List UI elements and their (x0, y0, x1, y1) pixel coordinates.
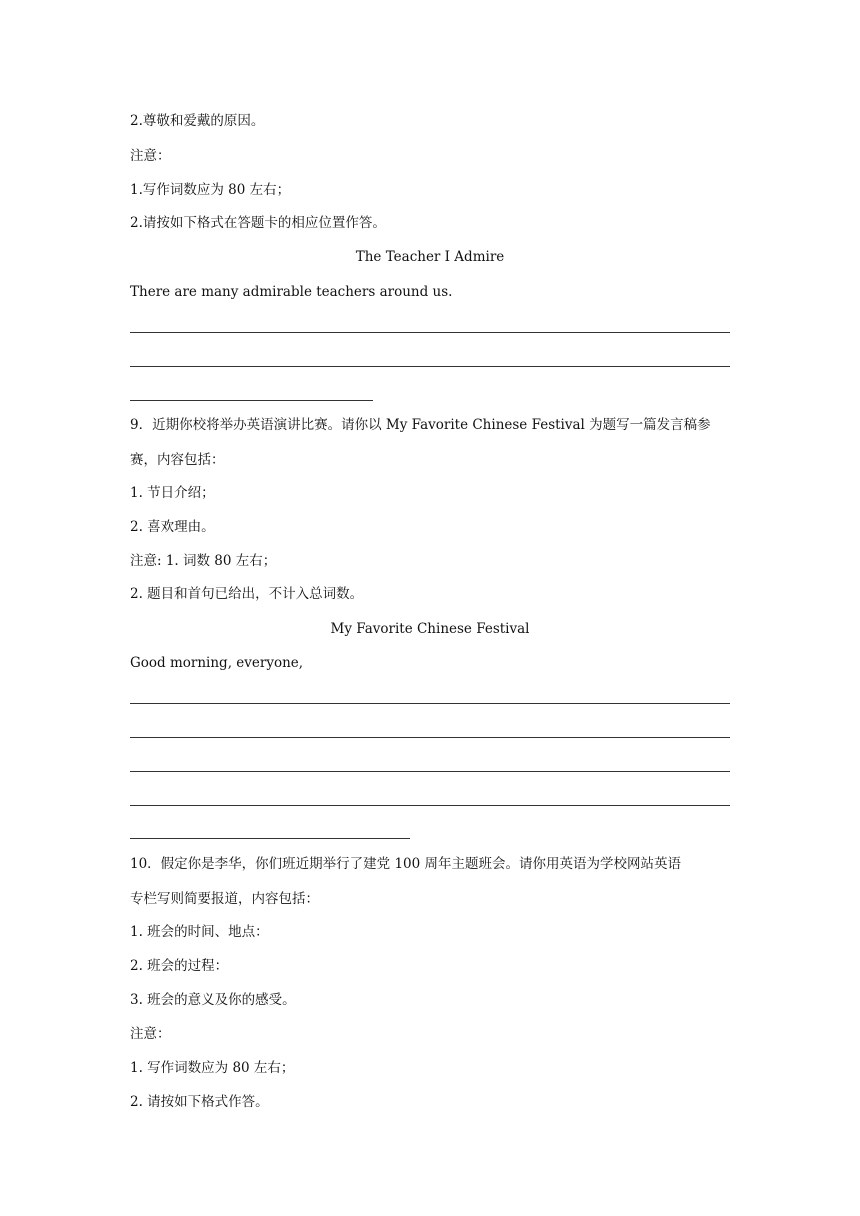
content-item-2: 2. 班会的过程： (130, 958, 229, 974)
essay-opening: Good morning, everyone, (130, 655, 304, 671)
answer-line (130, 332, 730, 333)
answer-line (130, 703, 730, 704)
requirement-item-2: 2.尊敬和爱戴的原因。 (130, 113, 265, 129)
question-10-prompt-cont: 专栏写则简要报道，内容包括： (130, 891, 319, 907)
question-10-prompt: 10．假定你是李华，你们班近期举行了建党 100 周年主题班会。请你用英语为学校网站英语 (130, 856, 682, 872)
note-item-2: 2.请按如下格式在答题卡的相应位置作答。 (130, 215, 386, 231)
content-item-1: 1. 节日介绍； (130, 485, 215, 501)
answer-line (130, 838, 410, 839)
answer-line (130, 771, 730, 772)
answer-line (130, 805, 730, 806)
essay-title: My Favorite Chinese Festival (330, 621, 530, 637)
question-9-prompt: 9．近期你校将举办英语演讲比赛。请你以 My Favorite Chinese Festival 为题写一篇发言稿参 (130, 417, 711, 433)
note-item-2: 2. 题目和首句已给出，不计入总词数。 (130, 586, 364, 602)
answer-line (130, 737, 730, 738)
note-item-1: 注意: 1. 词数 80 左右； (130, 553, 277, 569)
answer-line (130, 366, 730, 367)
note-label: 注意： (130, 148, 171, 164)
note-label: 注意： (130, 1026, 171, 1042)
answer-line (130, 400, 373, 401)
note-item-2: 2. 请按如下格式作答。 (130, 1094, 269, 1110)
content-item-3: 3. 班会的意义及你的感受。 (130, 992, 296, 1008)
essay-opening: There are many admirable teachers around us. (130, 284, 453, 300)
question-9-prompt-cont: 赛，内容包括： (130, 452, 225, 468)
note-item-1: 1. 写作词数应为 80 左右； (130, 1060, 295, 1076)
content-item-2: 2. 喜欢理由。 (130, 519, 215, 535)
essay-title: The Teacher I Admire (355, 249, 505, 265)
content-item-1: 1. 班会的时间、地点： (130, 924, 269, 940)
note-item-1: 1.写作词数应为 80 左右； (130, 182, 291, 198)
